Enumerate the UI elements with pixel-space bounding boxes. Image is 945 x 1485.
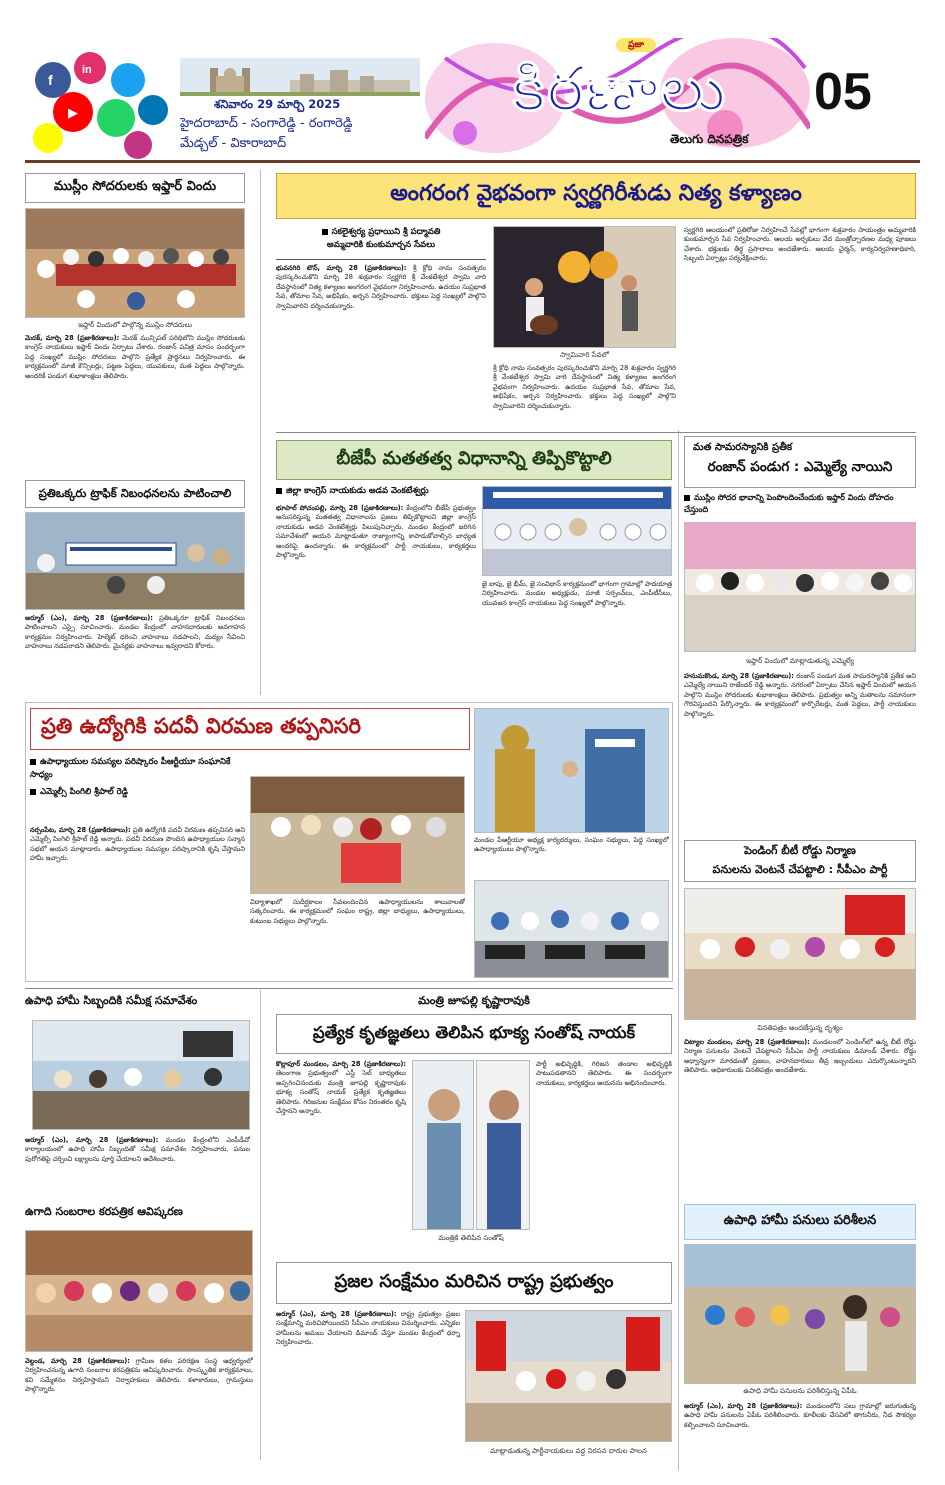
svg-text:f: f	[48, 72, 53, 88]
retirement-body	[30, 826, 245, 978]
section-rule-3	[260, 990, 261, 1460]
welfare-caption: మాట్లాడుతున్న పార్టీనాయకులు వద్ద నిరసన దారుల పాలన	[490, 1447, 647, 1455]
bjp-photo	[482, 486, 672, 576]
retirement-sub-b: ఎమ్మెల్సీ పింగిలి శ్రీపాల్ రెడ్డి	[30, 786, 245, 799]
upadhi-training-body	[684, 1402, 916, 1468]
upadhi-training-photo	[684, 1244, 916, 1384]
ramzan-sub: ముస్లిం సోదర భావాన్ని పెంపొందించేందుకు ఇఫ్తార్ విందు దోహదం చేస్తుంది	[684, 493, 894, 514]
iftar-headline	[25, 173, 245, 203]
ramzan-photo	[684, 522, 916, 652]
masthead-title: కిరణాలు	[512, 52, 728, 125]
santosh-dateline: కొల్లాపూర్ మండలం, మార్చి 28 (ప్రజాకిరణాలు):	[276, 1060, 406, 1068]
santosh-text: తెలంగాణ ప్రభుత్వంలో ఎస్టీ సెల్ బాధ్యతలు అప్పగించినందుకు మంత్రి జూపల్లి కృష్ణారావుకు భూక్య సంతోష్ నాయక్ ప్రత్యేక కృతజ్ఞతలు తెలిపారు. గిరిజనుల సంక్షేమం కోసం నిరంతరం కృషి చేస్తానని అన్నారు.	[276, 1069, 406, 1116]
traffic-dateline: అర్మూర్ (ఎం), మార్చి 28 (ప్రజాకిరణాలు):	[25, 614, 153, 622]
retirement-text-mid: విద్యాశాఖలో సుదీర్ఘకాలం సేవలందించిన ఉపాధ్యాయులను శాలువాలతో సత్కరించారు. ఈ కార్యక్రమంలో సంఘం రాష్ట్ర, జిల్లా బాధ్యులు, ఉపాధ్యాయులు, కుటుంబ సభ్యులు పాల్గొన్నారు.	[250, 898, 465, 925]
city-skyline-graphic	[180, 58, 420, 96]
column-rule-right	[678, 430, 679, 1470]
section-rule-2	[25, 988, 673, 989]
retirement-body-right	[474, 836, 669, 876]
upadhi-meeting-text: మండల కేంద్రంలోని ఎంపీడీవో కార్యాలయంలో ఉపాధి హామీ సిబ్బందితో సమీక్ష సమావేశం నిర్వహించారు. పనుల పురోగతిపై చర్చించి లక్ష్యాలను పూర్తి చేయాలని ఆదేశించారు.	[25, 1136, 250, 1163]
iftar-body	[25, 334, 245, 470]
road-text: మండలంలో పెండింగ్‌లో ఉన్న బీటీ రోడ్డు నిర్మాణ పనులను వెంటనే చేపట్టాలని సీపీఎం పార్టీ నాయకులు డిమాండ్ చేశారు. రోడ్డు అధ్వాన్నంగా మారడంతో ప్రజలు, వాహనదారులు తీవ్ర ఇబ్బందులు ఎదుర్కొంటున్నారని తెలిపారు. అధికారులకు వినతిపత్రం అందజేశారు.	[684, 1038, 916, 1075]
ugadi-dateline: వెల్దండ, మార్చి 28 (ప్రజాకిరణాలు):	[25, 1357, 130, 1365]
welfare-headline-text: ప్రజల సంక్షేమం మరిచిన రాష్ట్ర ప్రభుత్వం	[334, 1270, 614, 1292]
welfare-body	[276, 1310, 460, 1460]
bjp-body	[276, 504, 476, 694]
bjp-body-right	[482, 580, 672, 694]
bjp-headline-text: బీజేపీ మతతత్వ విధానాన్ని తిప్పికొట్టాలి	[336, 447, 612, 469]
retirement-subheads	[30, 756, 245, 818]
bjp-dateline: భూపాల్ పోచంపల్లి, మార్చి 28 (ప్రజాకిరణాలు):	[276, 504, 404, 512]
retirement-text: ప్రతి ఉద్యోగికి పదవీ విరమణ తప్పనిసరి అని ఎమ్మెల్సీ పింగిలి శ్రీపాల్ రెడ్డి అన్నారు. పదవీ విరమణ పొందిన ఉపాధ్యాయుల సన్మాన సభలో ఆయన మాట్లాడారు. ఉపాధ్యాయుల సమస్యల పరిష్కారానికి కృషి చేస్తామని హామీ ఇచ్చారు.	[30, 826, 245, 863]
traffic-body	[25, 614, 245, 702]
road-body	[684, 1038, 916, 1188]
road-headline-b: పనులను వెంటనే చేపట్టాలి : సీపీఎం పార్టీ	[712, 863, 888, 876]
kalyanam-text-bottom: శ్రీ క్రోధి నామ సంవత్సరం పురస్కరించుకొని మార్చి 28 శుక్రవారం స్వర్ణగిరి శ్రీ వేంకటేశ్వర స్వామి వారి దేవస్థానంలో నిత్య కళ్యాణం అంగరంగ వైభవంగా నిర్వహించారు. ఉదయం సుప్రభాత సేవ, తోమాల సేవ, అభిషేకం, అర్చన నిర్వహించారు. భక్తులు పెద్ద సంఖ్యలో పాల్గొని స్వామివారిని దర్శించుకున్నారు.	[493, 364, 676, 410]
iftar-photo	[25, 208, 245, 318]
upadhi-training-headline	[684, 1204, 916, 1240]
santosh-headline-text: ప్రత్యేక కృతజ్ఞతలు తెలిపిన భూక్య సంతోష్ నాయక్	[312, 1022, 636, 1042]
kalyanam-headline-text: అంగరంగ వైభవంగా స్వర్ణగిరీశుడు నిత్య కళ్యాణం	[390, 181, 802, 206]
ramzan-text: రంజాన్ పండుగ మత సామరస్యానికి ప్రతీక అని ఎమ్మెల్యే నాయిని రాజేందర్ రెడ్డి అన్నారు. నగరంలో ఏర్పాటు చేసిన ఇఫ్తార్ విందులో ఆయన పాల్గొని ముస్లిం సోదరులకు శుభాకాంక్షలు తెలిపారు. ప్రభుత్వం అన్ని మతాలను సమానంగా గౌరవిస్తుందని పేర్కొన్నారు. ఈ కార్యక్రమంలో కార్పొరేటర్లు, మత పెద్దలు, పార్టీ నాయకులు పాల్గొన్నారు.	[684, 672, 916, 718]
masthead-tagline: తెలుగు దినపత్రిక	[670, 132, 749, 146]
welfare-dateline: అర్మూర్ (ఎం), మార్చి 28 (ప్రజాకిరణాలు):	[276, 1310, 397, 1318]
upadhi-training-headline-text: ఉపాధి హామీ పనులు పరిశీలన	[723, 1213, 877, 1228]
edition-cities-line2: మేడ్చల్ - వికారాబాద్	[180, 136, 287, 151]
road-headline-a: పెండింగ్ బీటీ రోడ్డు నిర్మాణ	[744, 844, 856, 857]
masthead	[0, 0, 945, 160]
traffic-photo	[25, 512, 245, 610]
santosh-caption: మంత్రికి తెలిపిన సంతోష్	[438, 1234, 504, 1242]
bjp-text: కేంద్రంలోని బీజేపీ ప్రభుత్వం అనుసరిస్తున్న మతతత్వ విధానాలను ప్రజలు తిప్పికొట్టాలని జిల్లా కాంగ్రెస్ నాయకుడు అడవ వెంకటేశ్వర్లు పిలుపునిచ్చారు. మండల కేంద్రంలో జరిగిన సమావేశంలో ఆయన మాట్లాడుతూ రాజ్యాంగాన్ని కాపాడుకోవాల్సిన బాధ్యత అందరిపై ఉందన్నారు. ఈ కార్యక్రమంలో పార్టీ నాయకులు, కార్యకర్తలు పాల్గొన్నారు.	[276, 504, 476, 560]
ugadi-headline: ఉగాది సంబరాల కరపత్రిక ఆవిష్కరణ	[25, 1205, 183, 1218]
road-photo	[684, 888, 916, 1020]
upadhi-meeting-body	[25, 1136, 250, 1198]
road-dateline: చిట్యాల మండలం, మార్చి 28 (ప్రజాకిరణాలు):	[684, 1038, 810, 1046]
iftar-caption: ఇఫ్తార్ విందులో పాల్గొన్న ముస్లిం సోదరులు	[78, 321, 192, 329]
santosh-photo-left	[412, 1060, 474, 1230]
retirement-photo-rally	[474, 880, 669, 978]
ramzan-caption: ఇఫ్తార్ విందులో మాట్లాడుతున్న ఎమ్మెల్యే	[746, 657, 854, 665]
svg-text:▶: ▶	[68, 105, 78, 120]
kalyanam-body-bottom	[493, 364, 676, 428]
edition-cities-line1: హైదరాబాద్ - సంగారెడ్డి - రంగారెడ్డి	[180, 116, 353, 131]
ugadi-body	[25, 1357, 253, 1457]
bjp-headline	[276, 440, 672, 480]
ramzan-head	[684, 436, 916, 488]
svg-text:in: in	[82, 64, 92, 76]
kalyanam-body	[276, 264, 486, 426]
traffic-headline-text: ప్రతిఒక్కరు ట్రాఫిక్ నిబంధనలను పాటించాలి	[38, 485, 232, 500]
edition-date: శనివారం 29 మార్చి 2025	[214, 97, 341, 111]
upadhi-training-dateline: అర్మూర్ (ఎం), మార్చి 28 (ప్రజాకిరణాలు):	[684, 1402, 803, 1410]
santosh-headline	[276, 1014, 672, 1054]
retirement-dateline: నర్సంపేట, మార్చి 28 (ప్రజాకిరణాలు):	[30, 826, 131, 834]
santosh-kicker: మంత్రి జూపల్లి కృష్ణారావుకి	[418, 994, 530, 1007]
kalyanam-sub-a: సకలైశ్వర్య ప్రధాయిని శ్రీ పద్మావతి	[276, 226, 486, 239]
ramzan-kicker: మత సామరస్యానికి ప్రతీక	[693, 442, 793, 453]
kalyanam-body-right	[684, 226, 916, 428]
bjp-sub: జిల్లా కాంగ్రెస్ నాయకుడు అడవ వెంకటేశ్వర్లు	[276, 486, 476, 500]
page-number: 05	[814, 63, 872, 121]
santosh-text-right: పార్టీ అభివృద్ధికి, గిరిజన తండాల అభివృద్ధికి పాటుపడతానని తెలిపారు. ఈ సందర్భంగా నాయకులు, కార్యకర్తలు ఆయనను అభినందించారు.	[536, 1060, 672, 1087]
upadhi-training-caption: ఉపాధి హామీ పనులను పరిశీలిస్తున్న ఏపీఓ	[743, 1387, 857, 1395]
iftar-text: మెదక్ మున్సిపల్ పరిధిలోని ముస్లిం సోదరులకు కాంగ్రెస్ నాయకులు ఇఫ్తార్ విందు ఏర్పాటు చేశారు. రంజాన్ పవిత్ర మాసం సందర్భంగా పెద్ద సంఖ్యలో ముస్లిం సోదరులు పాల్గొని ప్రత్యేక ప్రార్థనలు నిర్వహించారు. ఈ కార్యక్రమంలో మాజీ కౌన్సిలర్లు, పట్టణ పెద్దలు, యువకులు, మత పెద్దలు పాల్గొన్నారు. అందరికీ పండుగ శుభాకాంక్షలు తెలిపారు.	[25, 334, 245, 380]
retirement-headline-text: ప్రతి ఉద్యోగికి పదవీ విరమణ తప్పనిసరి	[41, 714, 361, 738]
kalyanam-caption: స్వామివారి సేవలో	[560, 351, 609, 359]
kalyanam-photo	[493, 226, 676, 348]
welfare-photo	[465, 1310, 672, 1442]
retirement-sub-a: ఉపాధ్యాయుల సమస్యల పరిష్కారం పీఆర్టీయూ సంఘానికే సాధ్యం	[30, 757, 231, 780]
ugadi-photo	[25, 1230, 253, 1352]
social-media-graphic	[28, 50, 173, 160]
kalyanam-dateline: భువనగిరి టౌన్, మార్చి 28 (ప్రజాకిరణాలు):	[276, 264, 407, 272]
retirement-photo-statue	[474, 708, 669, 833]
santosh-body-right	[536, 1060, 672, 1252]
retirement-photo-felicitation	[250, 776, 465, 894]
masthead-brand-small: ప్రజా	[616, 38, 656, 52]
kalyanam-subheads	[276, 226, 486, 260]
iftar-headline-text: ముస్లీం సోదరులకు ఇఫ్తార్ విందు	[53, 179, 217, 194]
upadhi-meeting-dateline: అర్మూర్ (ఎం), మార్చి 28 (ప్రజాకిరణాలు):	[25, 1136, 159, 1144]
santosh-body	[276, 1060, 406, 1252]
welfare-headline	[276, 1262, 672, 1304]
traffic-headline	[25, 480, 245, 508]
retirement-headline	[30, 708, 470, 750]
kalyanam-text: శ్రీ క్రోధి నామ సంవత్సరం పురస్కరించుకొని మార్చి 28 శుక్రవారం స్వర్ణగిరి శ్రీ వేంకటేశ్వర స్వామి వారి దేవస్థానంలో నిత్య కళ్యాణం అంగరంగ వైభవంగా నిర్వహించారు. ఉదయం సుప్రభాత సేవ, తోమాల సేవ, అభిషేకం, అర్చన నిర్వహించారు. భక్తులు పెద్ద సంఖ్యలో పాల్గొని స్వామివారిని దర్శించుకున్నారు.	[276, 264, 486, 310]
upadhi-meeting-photo	[32, 1020, 250, 1130]
traffic-text: ప్రతిఒక్కరూ ట్రాఫిక్ నిబంధనలు పాటించాలని ఎస్సై సూచించారు. మండల కేంద్రంలో వాహనదారులకు అవగాహన కార్యక్రమం నిర్వహించారు. హెల్మెట్ ధరించి వాహనాలు నడపాలని, మద్యం సేవించి వాహనాలు నడపరాదని తెలిపారు. మైనర్లకు వాహనాలు ఇవ్వరాదని కోరారు.	[25, 614, 245, 651]
ramzan-headline: రంజాన్ పండుగ : ఎమ్మెల్యే నాయిని	[707, 459, 893, 475]
santosh-photo-right	[476, 1060, 530, 1230]
upadhi-training-text: మండలంలోని పలు గ్రామాల్లో జరుగుతున్న ఉపాధి హామీ పనులను ఏపీఓ పరిశీలించారు. కూలీలకు వేసవిలో తాగునీరు, నీడ సౌకర్యం కల్పించాలని సూచించారు.	[684, 1402, 916, 1429]
ugadi-text: గ్రామీణ కళల పరిరక్షణ సంస్థ ఆధ్వర్యంలో నిర్వహించనున్న ఉగాది సంబరాల కరపత్రికను ఆవిష్కరించారు. సాంస్కృతిక కార్యక్రమాలు, కవి సమ్మేళనం నిర్వహిస్తామని నిర్వాహకులు తెలిపారు. కళాకారులు, గ్రామస్తులు పాల్గొన్నారు.	[25, 1357, 253, 1394]
bjp-text-right: జై బాపు, జై భీమ్, జై సంవిధాన్ కార్యక్రమంలో భాగంగా గ్రామాల్లో పాదయాత్ర నిర్వహించారు. మండల అధ్యక్షుడు, మాజీ సర్పంచ్‌లు, ఎంపీటీసీలు, యువజన కాంగ్రెస్ నాయకులు పెద్ద సంఖ్యలో పాల్గొన్నారు.	[482, 580, 672, 607]
road-head	[684, 840, 916, 882]
ramzan-dateline: హనుమకొండ, మార్చి 28 (ప్రజాకిరణాలు):	[684, 672, 794, 680]
retirement-body-mid	[250, 898, 465, 978]
retirement-text-right: మండల పీఆర్టీయూ అధ్యక్ష కార్యదర్శులు, సంఘం సభ్యులు, పెద్ద సంఖ్యలో ఉపాధ్యాయులు పాల్గొన్నారు.	[474, 836, 669, 854]
masthead-divider	[25, 160, 920, 163]
welfare-text: రాష్ట్ర ప్రభుత్వం ప్రజల సంక్షేమాన్ని మరిచిపోయిందని సీపీఎం నాయకులు విమర్శించారు. ఎన్నికల హామీలను అమలు చేయాలని డిమాండ్ చేస్తూ మండల కేంద్రంలో ధర్నా నిర్వహించారు.	[276, 1310, 460, 1347]
kalyanam-text-right: స్వర్ణగిరి ఆలయంలో ప్రతిరోజు నిర్వహించే సేవల్లో భాగంగా శుక్రవారం సాయంత్రం అమ్మవారికి కుంకుమార్చన సేవ నిర్వహించారు. ఆలయ అర్చకులు వేద మంత్రోచ్ఛారణల మధ్య పూజలు చేశారు. భక్తులకు తీర్థ ప్రసాదాలు అందజేశారు. ఆలయ చైర్మన్, కార్యనిర్వహణాధికారి, సిబ్బంది ఏర్పాట్లు పర్యవేక్షించారు.	[684, 226, 916, 263]
ramzan-body	[684, 672, 916, 834]
column-rule-left	[260, 170, 261, 695]
kalyanam-sub-b: అమ్మవారికి కుంకుమార్చన సేవలు	[326, 240, 436, 250]
road-caption: వినతిపత్రం అందజేస్తున్న దృశ్యం	[757, 1024, 843, 1032]
iftar-dateline: మెదక్, మార్చి 28 (ప్రజాకిరణాలు):	[25, 334, 120, 342]
section-rule-1	[276, 432, 916, 433]
upadhi-meeting-headline: ఉపాధి హామీ సిబ్బందికి సమీక్ష సమావేశం	[25, 994, 198, 1007]
kalyanam-headline	[276, 173, 916, 219]
